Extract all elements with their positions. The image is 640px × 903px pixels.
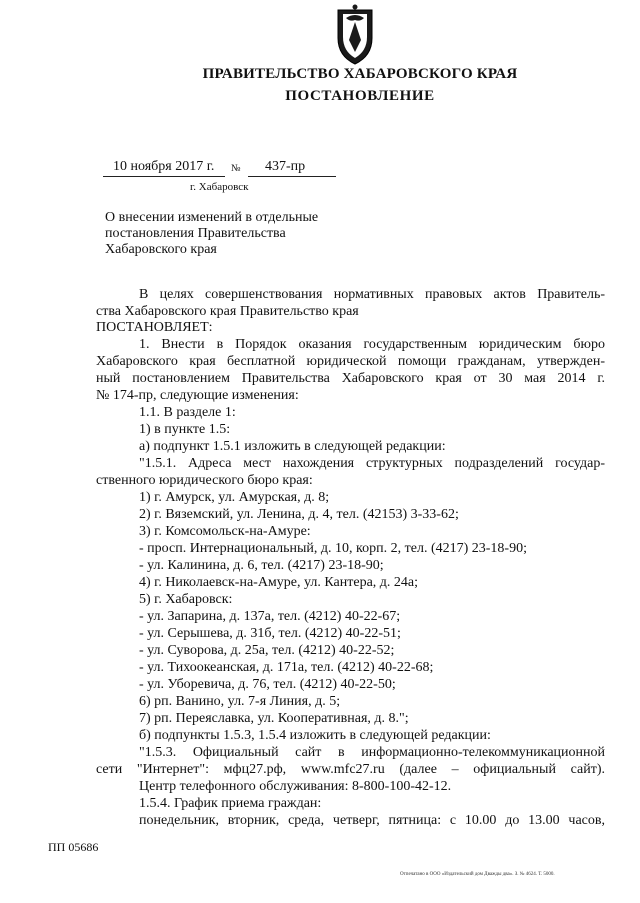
body-line: "1.5.1. Адреса мест нахождения структурных подразделений государ- bbox=[139, 456, 605, 471]
body-line: № 174-пр, следующие изменения: bbox=[96, 388, 299, 403]
body-line: 1. Внести в Порядок оказания государственным юридическим бюро bbox=[139, 337, 605, 352]
body-line: ственного юридического бюро края: bbox=[96, 473, 313, 488]
printer-imprint: Отпечатано в ООО «Издательский дом Дважды два». З. № 4624. Т. 5000. bbox=[400, 872, 555, 877]
document-type: ПОСТАНОВЛЕНИЕ bbox=[285, 88, 435, 104]
body-line: "1.5.3. Официальный сайт в информационно-телекоммуникационной bbox=[139, 745, 605, 760]
document-marker: ПП 05686 bbox=[48, 840, 99, 854]
body-line: 4) г. Николаевск-на-Амуре, ул. Кантера, д. 24а; bbox=[139, 575, 419, 590]
document-subject: О внесении изменений в отдельные постановления Правительства Хабаровского края bbox=[105, 210, 319, 257]
body-line: понедельник, вторник, среда, четверг, пятница: с 10.00 до 13.00 часов, bbox=[139, 813, 605, 828]
body-line: б) подпункты 1.5.3, 1.5.4 изложить в следующей редакции: bbox=[139, 728, 491, 743]
body-line: 1) г. Амурск, ул. Амурская, д. 8; bbox=[139, 490, 330, 505]
body-line: - ул. Калинина, д. 6, тел. (4217) 23-18-90; bbox=[139, 558, 384, 573]
body-line: В целях совершенствования нормативных правовых актов Правитель- bbox=[139, 287, 605, 302]
body-line: ства Хабаровского края Правительство края bbox=[96, 304, 359, 319]
body-line: 6) рп. Ванино, ул. 7-я Линия, д. 5; bbox=[139, 694, 341, 709]
body-line: - ул. Серышева, д. 31б, тел. (4212) 40-22-51; bbox=[139, 626, 401, 641]
body-line: Центр телефонного обслуживания: 8-800-100-42-12. bbox=[139, 779, 452, 794]
body-line: 5) г. Хабаровск: bbox=[139, 592, 233, 607]
body-line: сети "Интернет": мфц27.рф, www.mfc27.ru (далее – официальный сайт). bbox=[96, 762, 605, 777]
body-line: Хабаровского края бесплатной юридической помощи гражданам, утвержден- bbox=[96, 354, 605, 369]
body-line: а) подпункт 1.5.1 изложить в следующей редакции: bbox=[139, 439, 446, 454]
organization-title: ПРАВИТЕЛЬСТВО ХАБАРОВСКОГО КРАЯ bbox=[202, 66, 518, 82]
body-line: 2) г. Вяземский, ул. Ленина, д. 4, тел. (42153) 3-33-62; bbox=[139, 507, 459, 522]
body-line: ный постановлением Правительства Хабаровского края от 30 мая 2014 г. bbox=[96, 371, 605, 386]
city: г. Хабаровск bbox=[190, 181, 249, 193]
body-line: 1.1. В разделе 1: bbox=[139, 405, 236, 420]
document-number: 437-пр bbox=[265, 159, 306, 174]
body-line: - ул. Запарина, д. 137а, тел. (4212) 40-22-67; bbox=[139, 609, 401, 624]
body-line: 7) рп. Переяславка, ул. Кооперативная, д. 8."; bbox=[139, 711, 409, 726]
coat-of-arms-emblem bbox=[330, 4, 380, 66]
body-line: - ул. Тихоокеанская, д. 171а, тел. (4212) 40-22-68; bbox=[139, 660, 434, 675]
body-line: 1.5.4. График приема граждан: bbox=[139, 796, 322, 811]
body-line: 1) в пункте 1.5: bbox=[139, 422, 231, 437]
number-sign: № bbox=[231, 163, 241, 174]
body-line: ПОСТАНОВЛЯЕТ: bbox=[96, 320, 213, 335]
body-line: 3) г. Комсомольск-на-Амуре: bbox=[139, 524, 311, 539]
body-line: - просп. Интернациональный, д. 10, корп. 2, тел. (4217) 23-18-90; bbox=[139, 541, 527, 556]
body-line: - ул. Суворова, д. 25а, тел. (4212) 40-22-52; bbox=[139, 643, 395, 658]
document-date: 10 ноября 2017 г. bbox=[113, 159, 215, 174]
body-line: - ул. Уборевича, д. 76, тел. (4212) 40-22-50; bbox=[139, 677, 396, 692]
